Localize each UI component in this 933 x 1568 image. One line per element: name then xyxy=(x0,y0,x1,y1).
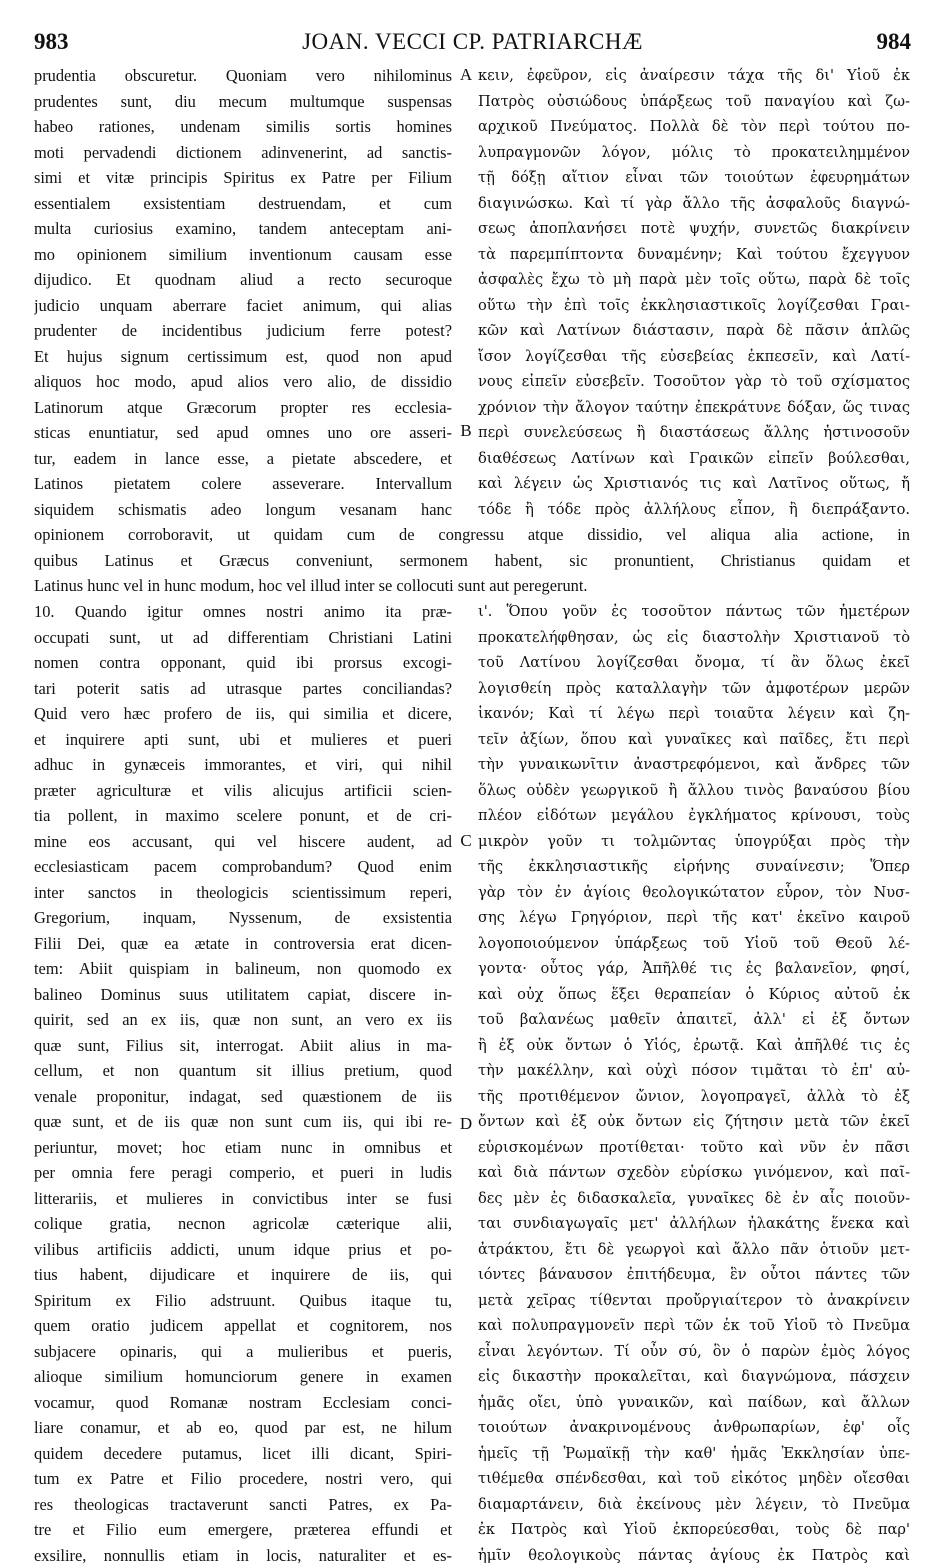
greek-line: διαθέσεως Λατίνων καὶ Γραικῶν εἰπεῖν βούλεσθαι, xyxy=(478,446,910,472)
latin-line: quæ sunt, et de iis quæ non sunt cum iis, qui ibi re- xyxy=(34,1109,452,1135)
latin-line: siquidem schismatis adeo longum vesanam hanc xyxy=(34,497,452,523)
latin-line: habeo rationes, undenam similis sortis homines xyxy=(34,114,452,140)
greek-line: καὶ λέγειν ὡς Χριστιανός τις καὶ Λατῖνος οὕτως, ἤ xyxy=(478,471,910,497)
latin-line: prudentes sunt, diu mecum multumque suspensas xyxy=(34,89,452,115)
greek-line: τόδε ἢ τόδε πρὸς ἀλλήλους εἶπον, ἢ διεπράξαντο. xyxy=(478,497,910,523)
greek-line: ἀτράκτου, ἔτι δὲ γεωργοὶ καὶ ἄλλο πᾶν ὁτιοῦν μετ- xyxy=(478,1237,910,1263)
greek-line: ται συνδιαγωγαῖς μετ' ἀλλήλων ἠλακάτης ἕνεκα καὶ xyxy=(478,1211,910,1237)
latin-full-width-paragraph xyxy=(34,522,910,599)
latin-line: quirit, sed an ex iis, quæ non sunt, an vero ex iis xyxy=(34,1007,452,1033)
latin-line: præter agriculturæ et vilis alicujus artificii scien- xyxy=(34,778,452,804)
latin-line: periuntur, movet; hoc etiam nunc in omnibus et xyxy=(34,1135,452,1161)
latin-line: tari poterit satis ad utrasque partes conciliandas? xyxy=(34,676,452,702)
latin-line: exsilire, nonnullis etiam in locis, naturaliter et es- xyxy=(34,1543,452,1568)
greek-line: τοῦ Λατίνου λογίζεσθαι ὄνομα, τί ἂν ὅλως ἐκεῖ xyxy=(478,650,910,676)
greek-line: τοῦ βαλανέως μαθεῖν ἀπαιτεῖ, ἀλλ' εἰ ἐξ ὄντων xyxy=(478,1007,910,1033)
latin-line: aliquos hoc modo, apud alios vero alio, de dissidio xyxy=(34,369,452,395)
latin-line: subjacere opinaris, qui a mulieribus et pueris, xyxy=(34,1339,452,1365)
greek-line: διαγινώσκω. Καὶ τί γὰρ ἄλλο τῆς ἀσφαλοῦς διαγνώ- xyxy=(478,191,910,217)
latin-line: judicio unquam aberrare faciet animum, qui alias xyxy=(34,293,452,319)
greek-line: χρόνιον τὴν ἄλογον ταύτην ἐπεκράτυνε δόξαν, ὥς τινας xyxy=(478,395,910,421)
page-number-right: 984 xyxy=(877,24,912,60)
greek-line: ὅλως οὐδὲν γεωργικοῦ ἢ ἄλλου τινὸς βαναύσου βίου xyxy=(478,778,910,804)
page-number-left: 983 xyxy=(34,24,69,60)
latin-line: cellum, et non quantum sit illius pretium, quod xyxy=(34,1058,452,1084)
greek-line: διαμαρτάνειν, διὰ ἐκείνους μὲν λέγειν, τὸ Πνεῦμα xyxy=(478,1492,910,1518)
greek-line: ἀσφαλὲς ἔχω τὸ μὴ παρὰ μὲν τοῖς οὕτω, παρὰ δὲ τοῖς xyxy=(478,267,910,293)
latin-full-line: quibus Latinus et Græcus conveniunt, sermonem habent, sic pronuntient, Christianus quidam et xyxy=(34,548,910,574)
latin-line: quem oratio judicem appellat et cognitorem, nos xyxy=(34,1313,452,1339)
latin-line: Quid vero hæc profero de iis, qui similia et dicere, xyxy=(34,701,452,727)
greek-line: λυπραγμονῶν λόγον, μόλις τὸ προκατειλημμένον xyxy=(478,140,910,166)
greek-line: ἢ ἐξ οὐκ ὄντων ὁ Υἱός, ἐρωτᾷ. Καὶ ἀπῆλθέ τις ἐς xyxy=(478,1033,910,1059)
greek-line: περὶ συνελεύσεως ἢ διαστάσεως ἄλλης ἡστινοσοῦν xyxy=(478,420,910,446)
latin-line: simi et vitæ principis Spiritus ex Patre per Filium xyxy=(34,165,452,191)
latin-line: inter sanctos in theologicis scientissimum reperi, xyxy=(34,880,452,906)
greek-line: εἰς δικαστὴν προκαλεῖται, καὶ διαγνώμονα, πάσχειν xyxy=(478,1364,910,1390)
greek-line: νους εἰπεῖν εὐσεβεῖν. Τοσοῦτον γὰρ τὸ τοῦ σχίσματος xyxy=(478,369,910,395)
latin-line: venale proponitur, indagat, sed quæstionem de iis xyxy=(34,1084,452,1110)
greek-line: ὄντων καὶ ἐξ οὐκ ὄντων εἰς ζήτησιν μετὰ τῶν ἐκεῖ xyxy=(478,1109,910,1135)
latin-line: essentialem exsistentiam destruendam, et cum xyxy=(34,191,452,217)
latin-line: tur, eadem in lance esse, a pietate abscedere, et xyxy=(34,446,452,472)
greek-line: σης λέγω Γρηγόριον, περὶ τῆς κατ' ἐκεῖνο καιροῦ xyxy=(478,905,910,931)
margin-letter-a: A xyxy=(455,64,477,86)
greek-line: εὑρισκομένων προτίθεται· τοῦτο καὶ νῦν ἐν πᾶσι xyxy=(478,1135,910,1161)
running-title: JOAN. VECCI CP. PATRIARCHÆ xyxy=(34,24,911,60)
greek-line: δες μὲν ἐς διδασκαλεῖα, γυναῖκες δὲ ἐν αἷς ποιοῦν- xyxy=(478,1186,910,1212)
greek-line: καὶ πολυπραγμονεῖν περὶ τῶν ἐκ τοῦ Υἱοῦ τὸ Πνεῦμα xyxy=(478,1313,910,1339)
greek-column-bottom xyxy=(478,599,910,1568)
latin-line: moti pervadendi dictionem adinvenerint, ad sanctis- xyxy=(34,140,452,166)
greek-line: ἴσον λογίζεσθαι τῆς εὐσεβείας ἐκπεσεῖν, καὶ Λατί- xyxy=(478,344,910,370)
greek-line: Πατρὸς οὐσιώδους ὑπάρξεως τοῦ παναγίου καὶ ζω- xyxy=(478,89,910,115)
latin-line: Filii Dei, quæ ea ætate in controversia erat dicen- xyxy=(34,931,452,957)
latin-line: alioque similium homunciorum genere in examen xyxy=(34,1364,452,1390)
greek-line: ιόντες βάναυσον ἐπιτήδευμα, ἓν οὗτοι πάντες τῶν xyxy=(478,1262,910,1288)
greek-line: ἐκ Πατρὸς καὶ Υἱοῦ ἐκπορεύεσθαι, τοὺς δὲ παρ' xyxy=(478,1517,910,1543)
latin-column-top xyxy=(34,63,452,522)
latin-line: tius habent, dijudicare et inquirere de iis, qui xyxy=(34,1262,452,1288)
greek-column-top xyxy=(478,63,910,522)
latin-line: mine eos accusant, qui vel hiscere audent, ad xyxy=(34,829,452,855)
greek-line: ἡμεῖς τῇ Ῥωμαϊκῇ τὴν καθ' ἡμᾶς Ἐκκλησίαν ὑπε- xyxy=(478,1441,910,1467)
latin-line: 10. Quando igitur omnes nostri animo ita præ- xyxy=(34,599,452,625)
margin-letter-c: C xyxy=(455,830,477,852)
greek-line: ἱκανόν; Καὶ τί λέγω περὶ τοιαῦτα λέγειν καὶ ζη- xyxy=(478,701,910,727)
latin-line: Spiritum ex Filio adstruunt. Quibus itaque tu, xyxy=(34,1288,452,1314)
greek-line: τῇ δόξῃ αἴτιον εἶναι τῶν τοιούτων ἐφευρημάτων xyxy=(478,165,910,191)
latin-line: colique gratia, necnon agricolæ cæterique alii, xyxy=(34,1211,452,1237)
margin-letter-d: D xyxy=(455,1113,477,1135)
greek-line: μικρὸν γοῦν τι τολμῶντας ὑπογρύξαι πρὸς τὴν xyxy=(478,829,910,855)
latin-line: nomen contra opponant, quid ibi prorsus excogi- xyxy=(34,650,452,676)
greek-line: σεως ἀποπλανήσει ποτὲ ψυχήν, συνετῶς διακρίνειν xyxy=(478,216,910,242)
margin-letter-b: B xyxy=(455,420,477,442)
latin-line: quæ sunt, Filius sit, interrogat. Abiit alius in ma- xyxy=(34,1033,452,1059)
greek-line: ἡμῖν θεολογικοὺς πάντας ἁγίους ἐκ Πατρὸς καὶ xyxy=(478,1543,910,1568)
latin-line: tre et Filio eum emergere, præterea effundi et xyxy=(34,1517,452,1543)
greek-line: τὰ παρεμπίπτοντα δυναμένην; Καὶ τούτου ἔχεγγυον xyxy=(478,242,910,268)
greek-line: λογισθείη πρὸς καταλλαγὴν τῶν ἀμφοτέρων μερῶν xyxy=(478,676,910,702)
latin-line: sticas enuntiatur, sed apud omnes uno ore asseri- xyxy=(34,420,452,446)
greek-line: γοντα· οὗτος γάρ, Ἀπῆλθέ τις ἐς βαλανεῖον, φησί, xyxy=(478,956,910,982)
greek-line: προκατελήφθησαν, ὡς εἰς διαστολὴν Χριστιανοῦ τὸ xyxy=(478,625,910,651)
latin-line: vocamur, quod Romanæ nostram Ecclesiam conci- xyxy=(34,1390,452,1416)
latin-line: tem: Abiit quispiam in balineum, non quomodo ex xyxy=(34,956,452,982)
greek-line: τῆς προτιθέμενον ὤνιον, λογοπραγεῖ, ἀλλὰ τὸ ἐξ xyxy=(478,1084,910,1110)
latin-line: dijudico. Et quodnam aliud a recto securoque xyxy=(34,267,452,293)
latin-line: liare conamur, et ab eo, quod par est, ne hilum xyxy=(34,1415,452,1441)
greek-line: κῶν καὶ Λατίνων διάστασιν, παρὰ δὲ πᾶσιν ἁπλῶς xyxy=(478,318,910,344)
latin-line: Et hujus signum certissimum est, quod non apud xyxy=(34,344,452,370)
latin-line: occupati sunt, ut ad differentiam Christiani Latini xyxy=(34,625,452,651)
latin-full-line: opinionem corroboravit, ut quidam cum de congressu atque dissidio, vel aliqua alia actione, in xyxy=(34,522,910,548)
latin-line: Gregorium, inquam, Nyssenum, de exsistentia xyxy=(34,905,452,931)
greek-line: καὶ οὐχ ὅπως ἕξει θεραπείαν ὁ Κύριος αὐτοῦ ἐκ xyxy=(478,982,910,1008)
latin-line: res theologicas tractaverunt sancti Patres, ex Pa- xyxy=(34,1492,452,1518)
latin-line: Latinorum atque Græcorum propter res ecclesia- xyxy=(34,395,452,421)
greek-line: πλέον εἰδότων μεγάλου ἐγκλήματος κρίνουσι, τοὺς xyxy=(478,803,910,829)
latin-line: litterariis, et mulieres in convictibus inter se fusi xyxy=(34,1186,452,1212)
latin-full-line: Latinus hunc vel in hunc modum, hoc vel illud inter se collocuti sunt aut peregerunt. xyxy=(34,573,910,599)
greek-line: γὰρ τὸν ἐν ἁγίοις θεολογικώτατον εὗρον, τὸν Νυσ- xyxy=(478,880,910,906)
greek-line: τοιούτων ἀνακρινομένους ἀνθρωπαρίων, ἐφ' οἷς xyxy=(478,1415,910,1441)
greek-line: εἶναι λεγόντων. Τί οὖν σύ, ὃν ὁ παρὼν ἐμὸς λόγος xyxy=(478,1339,910,1365)
greek-line: τὴν γυναικωνῖτιν ἀναστρεφόμενοι, καὶ ἄνδρες τῶν xyxy=(478,752,910,778)
latin-line: multa curiosius examino, tandem anteceptam ani- xyxy=(34,216,452,242)
latin-line: prudenter de incidentibus judicium ferre potest? xyxy=(34,318,452,344)
greek-line: λογοποιούμενον ὑπάρξεως τοῦ Υἱοῦ τοῦ Θεοῦ λέ- xyxy=(478,931,910,957)
latin-line: ecclesiasticam pacem comprobandum? Quod enim xyxy=(34,854,452,880)
latin-line: prudentia obscuretur. Quoniam vero nihilominus xyxy=(34,63,452,89)
greek-line: τὴν μακέλλην, καὶ οὐχὶ πόσον τιμᾶται τὸ ἐπ' αὐ- xyxy=(478,1058,910,1084)
latin-line: et inquirere apti sunt, ubi et mulieres et pueri xyxy=(34,727,452,753)
latin-line: adhuc in gynæceis immorantes, et viri, qui nihil xyxy=(34,752,452,778)
latin-column-bottom xyxy=(34,599,452,1568)
latin-line: tum ex Patre et Filio procedere, nostri vero, qui xyxy=(34,1466,452,1492)
latin-line: Latinos pietatem colere asseverare. Intervallum xyxy=(34,471,452,497)
latin-line: tia pollent, in maximo scelere ponunt, et de cri- xyxy=(34,803,452,829)
running-header xyxy=(34,24,911,60)
greek-line: οὕτω τὴν ἐπὶ τοῖς ἐκκλησιαστικοῖς λογίζεσθαι Γραι- xyxy=(478,293,910,319)
greek-line: καὶ διὰ πάντων σχεδὸν εὑρίσκω γινόμενον, καὶ παῖ- xyxy=(478,1160,910,1186)
greek-line: κειν, ἐφεῦρον, εἰς ἀναίρεσιν τάχα τῆς δι' Υἱοῦ ἐκ xyxy=(478,63,910,89)
greek-line: αρχικοῦ Πνεύματος. Πολλὰ δὲ τὸν περὶ τούτου πο- xyxy=(478,114,910,140)
greek-line: τεῖν ἀξίων, ὅπου καὶ γυναῖκες καὶ παῖδες, ἔτι περὶ xyxy=(478,727,910,753)
latin-line: vilibus artificiis addicti, unum idque prius et po- xyxy=(34,1237,452,1263)
greek-line: ἡμᾶς οἴει, ὑπὸ γυναικῶν, καὶ παίδων, καὶ ἄλλων xyxy=(478,1390,910,1416)
latin-line: balineo Dominus suus utilitatem capiat, discere in- xyxy=(34,982,452,1008)
latin-line: per omnia fere peragi comperio, et pueri in ludis xyxy=(34,1160,452,1186)
latin-line: mo opinionem similium inventionum causam esse xyxy=(34,242,452,268)
greek-line: ι'. Ὅπου γοῦν ἐς τοσοῦτον πάντως τῶν ἡμετέρων xyxy=(478,599,910,625)
latin-line: quidem decedere putamus, licet illi dicant, Spiri- xyxy=(34,1441,452,1467)
greek-line: τῆς ἐκκλησιαστικῆς εἰρήνης συναίνεσιν; Ὅπερ xyxy=(478,854,910,880)
greek-line: μετὰ χεῖρας τίθενται προὔργιαίτερον τὸ ἀνακρίνειν xyxy=(478,1288,910,1314)
greek-line: τιθέμεθα σπένδεσθαι, καὶ τοῦ εἰκότος μηδὲν οἴεσθαι xyxy=(478,1466,910,1492)
